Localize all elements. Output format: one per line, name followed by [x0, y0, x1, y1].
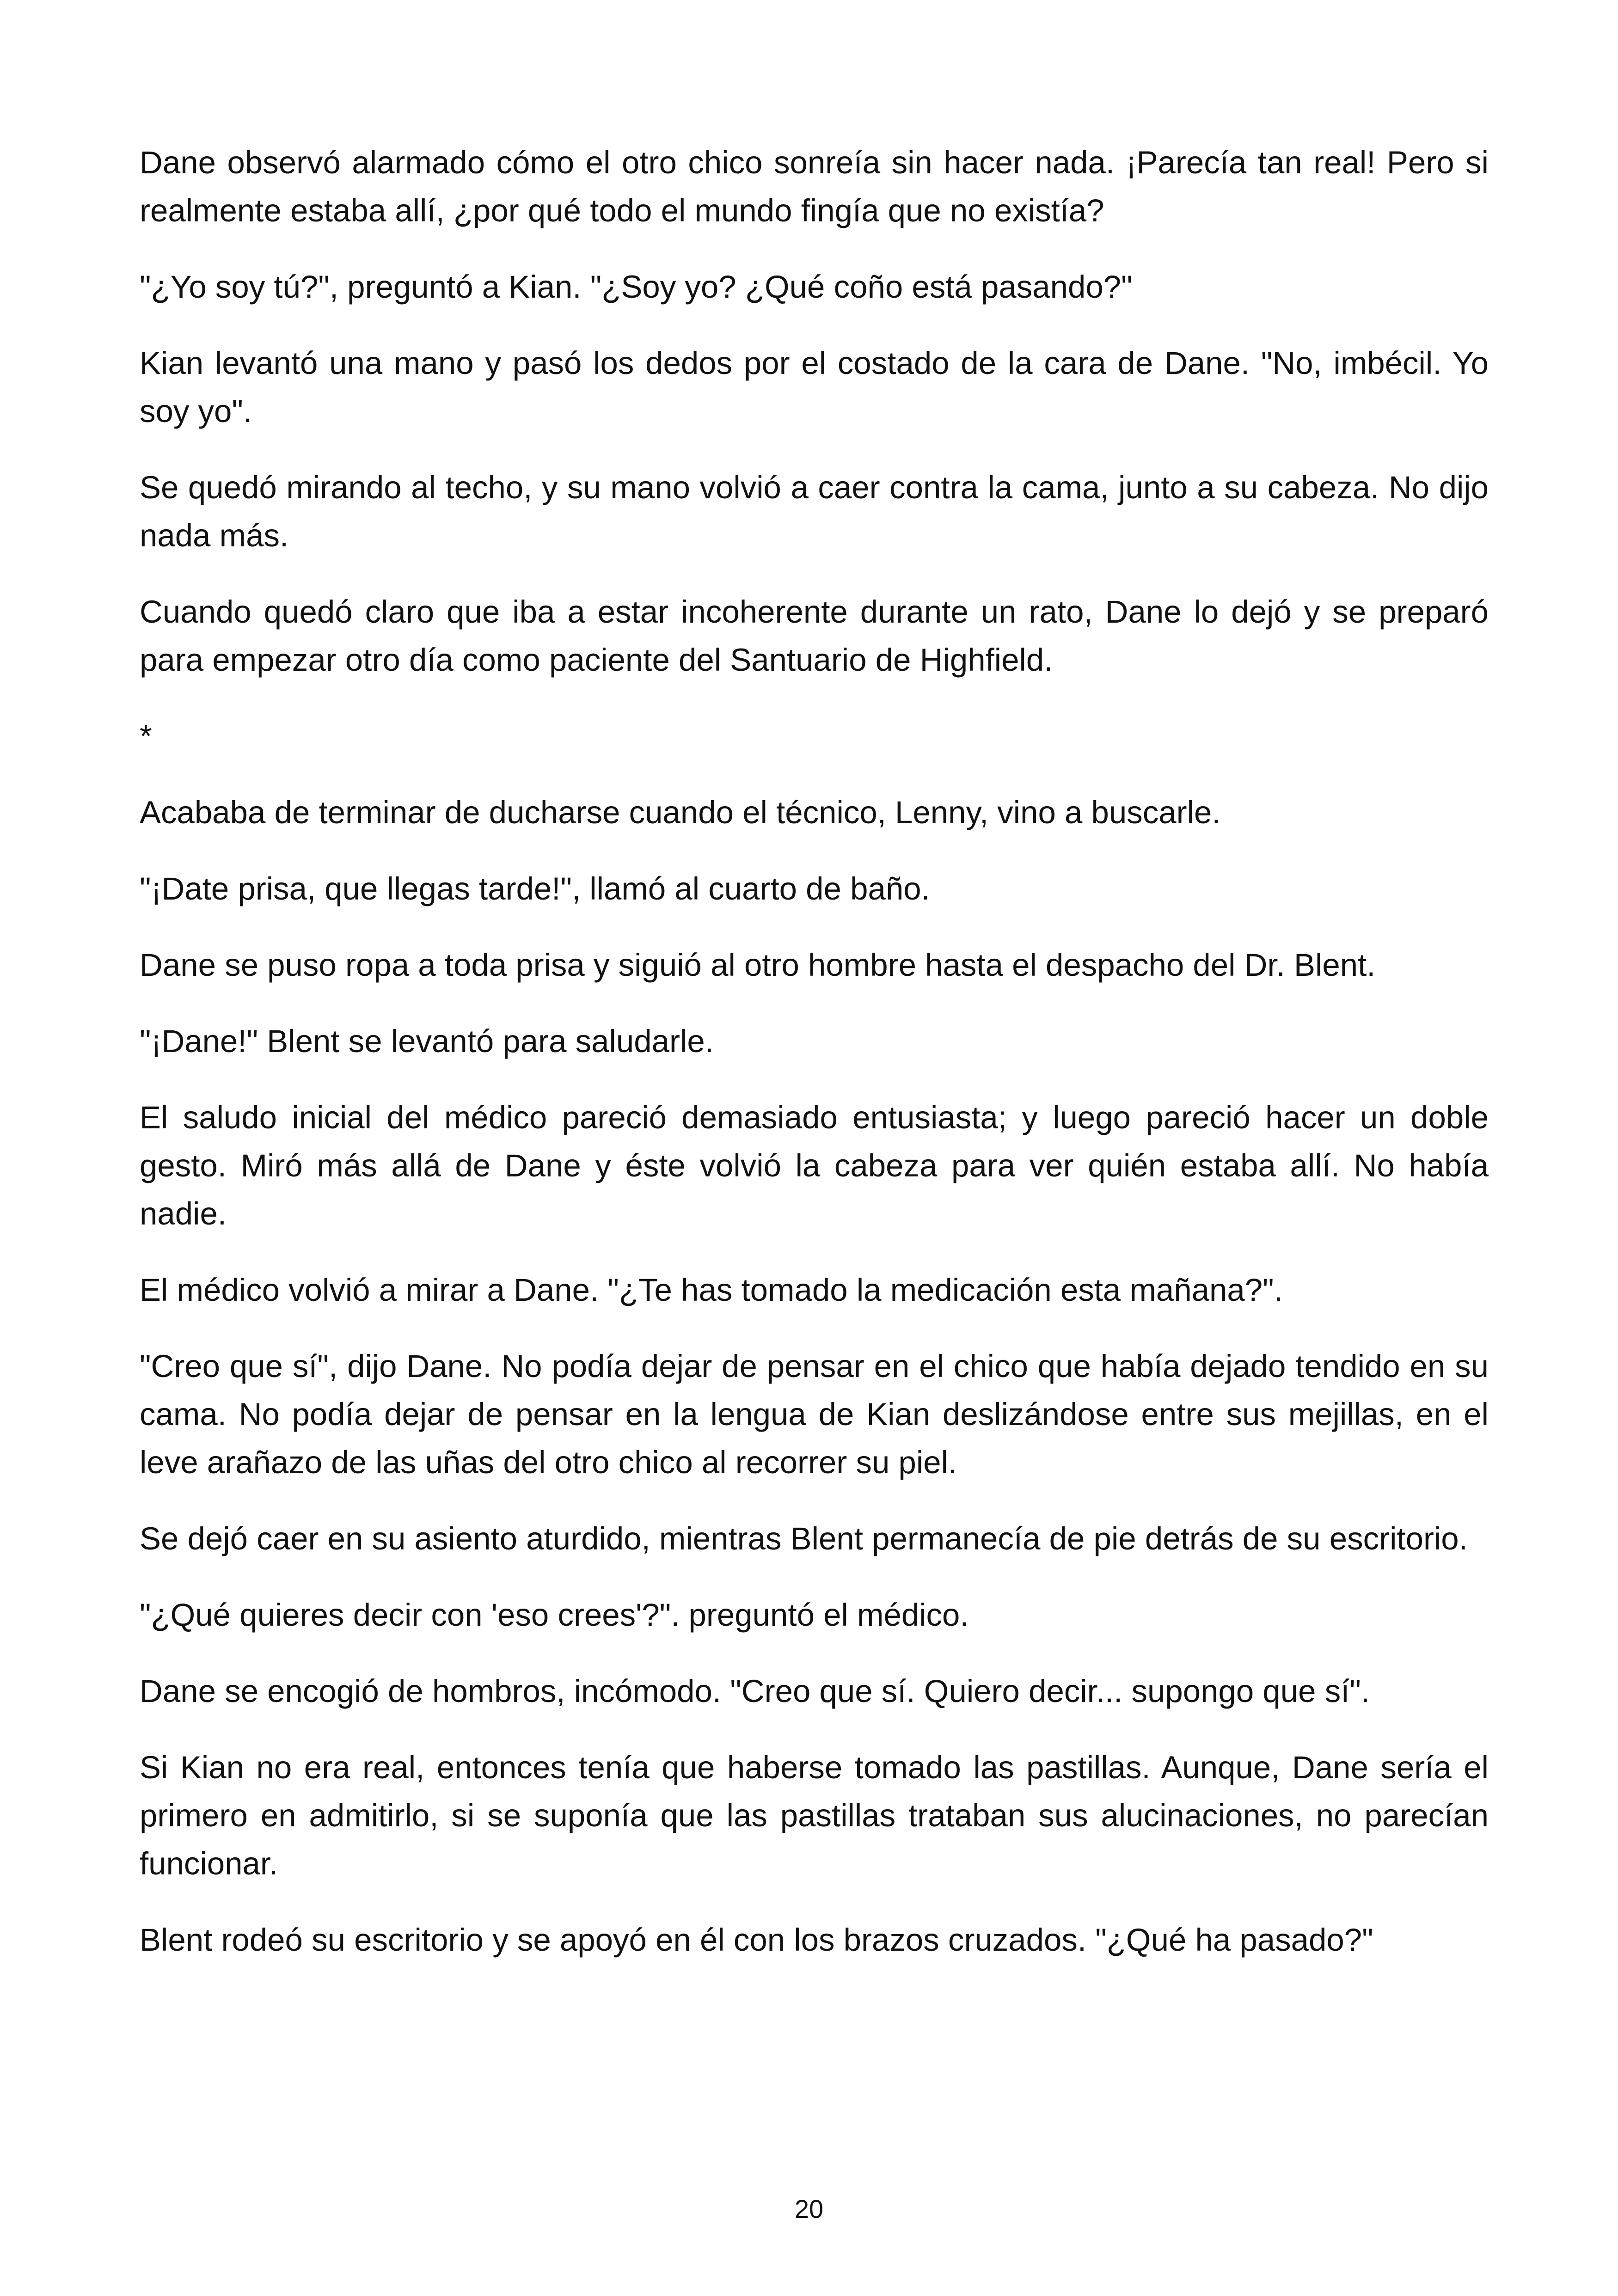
body-text: [140, 139, 1489, 1992]
paragraph: Dane se puso ropa a toda prisa y siguió al otro hombre hasta el despacho del Dr. Blent.: [140, 947, 1376, 983]
paragraph: "¡Date prisa, que llegas tarde!", llamó al cuarto de baño.: [140, 871, 930, 906]
paragraph: Se dejó caer en su asiento aturdido, mientras Blent permanecía de pie detrás de su escritorio.: [140, 1521, 1468, 1556]
paragraph: Cuando quedó claro que iba a estar incoherente durante un rato, Dane lo dejó y se preparó para empezar otro día como paciente del Santuario de Highfield.: [140, 594, 1489, 678]
paragraph: Se quedó mirando al techo, y su mano volvió a caer contra la cama, junto a su cabeza. No dijo nada más.: [140, 470, 1489, 553]
scene-break: *: [140, 718, 152, 754]
paragraph: Kian levantó una mano y pasó los dedos por el costado de la cara de Dane. "No, imbécil. Yo soy yo".: [140, 345, 1489, 429]
paragraph: Dane observó alarmado cómo el otro chico sonreía sin hacer nada. ¡Parecía tan real! Pero si realmente estaba allí, ¿por qué todo el mundo fingía que no existía?: [140, 145, 1489, 228]
paragraph: Si Kian no era real, entonces tenía que haberse tomado las pastillas. Aunque, Dane sería el primero en admitirlo, si se suponía que las pastillas trataban sus alucinaciones, no parecían funcionar.: [140, 1750, 1489, 1881]
paragraph: "¡Dane!" Blent se levantó para saludarle.: [140, 1023, 714, 1059]
paragraph: Dane se encogió de hombros, incómodo. "Creo que sí. Quiero decir... supongo que sí".: [140, 1673, 1370, 1709]
paragraph: Acababa de terminar de ducharse cuando el técnico, Lenny, vino a buscarle.: [140, 795, 1221, 830]
paragraph: El médico volvió a mirar a Dane. "¿Te has tomado la medicación esta mañana?".: [140, 1272, 1283, 1308]
paragraph: "¿Yo soy tú?", preguntó a Kian. "¿Soy yo? ¿Qué coño está pasando?": [140, 269, 1133, 305]
paragraph: "¿Qué quieres decir con 'eso crees'?". preguntó el médico.: [140, 1597, 969, 1633]
paragraph: El saludo inicial del médico pareció demasiado entusiasta; y luego pareció hacer un doble gesto. Miró más allá de Dane y éste volvió la cabeza para ver quién estaba allí. No había nadie.: [140, 1100, 1489, 1231]
paragraph: Blent rodeó su escritorio y se apoyó en él con los brazos cruzados. "¿Qué ha pasado?": [140, 1922, 1373, 1958]
page-number: 20: [794, 2194, 824, 2223]
paragraph: "Creo que sí", dijo Dane. No podía dejar de pensar en el chico que había dejado tendido en su cama. No podía dejar de pensar en la lengua de Kian deslizándose entre sus mejillas, en el leve arañazo de las uñas del otro chico al recorrer su piel.: [140, 1348, 1489, 1480]
